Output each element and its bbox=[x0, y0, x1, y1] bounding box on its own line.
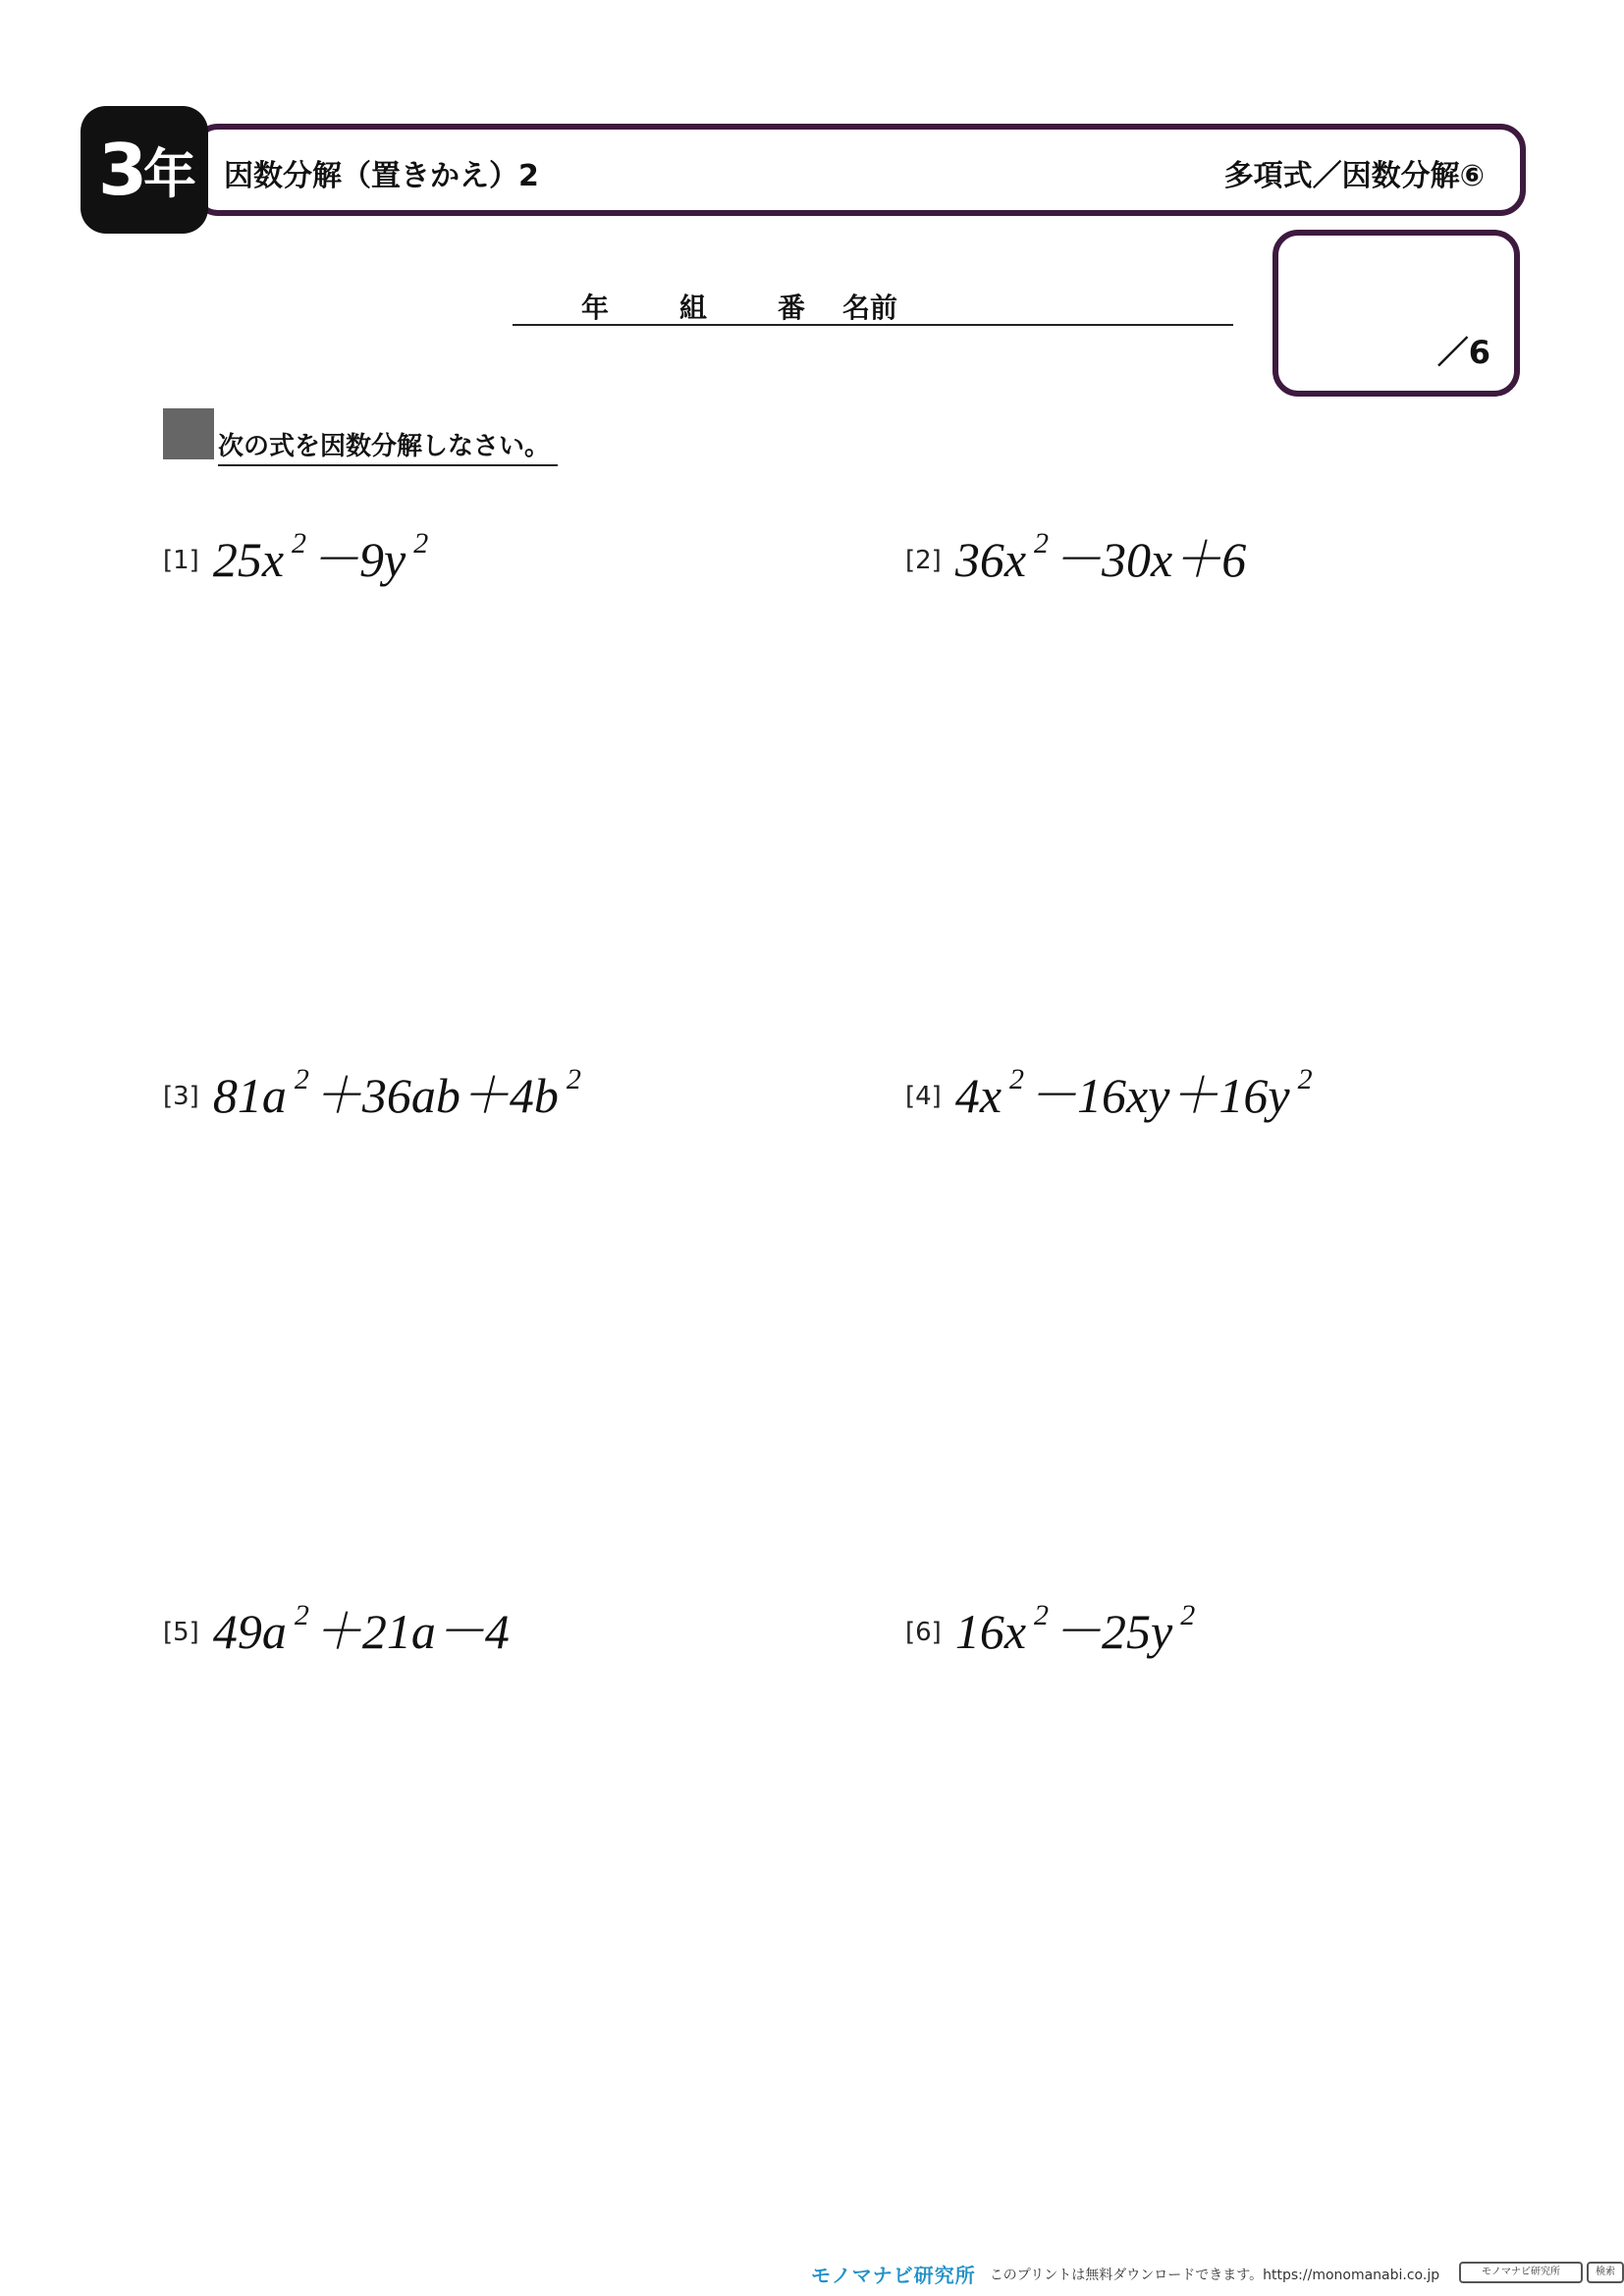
problem-number: [1] bbox=[163, 546, 199, 575]
expr-term: 16x bbox=[954, 1604, 1027, 1659]
problem-expression bbox=[955, 1056, 1317, 1127]
problem-number: [5] bbox=[163, 1618, 199, 1647]
expr-term: ＋21a－4 bbox=[312, 1604, 510, 1659]
name-label: 名前 bbox=[842, 292, 898, 324]
expr-exponent: 2 bbox=[294, 1063, 309, 1095]
problem-3 bbox=[163, 1056, 585, 1127]
expr-term: 25x bbox=[212, 532, 285, 587]
expr-exponent: 2 bbox=[1009, 1063, 1025, 1095]
expr-term: 81a bbox=[212, 1068, 287, 1123]
score-box bbox=[1272, 230, 1520, 397]
expr-term: －25y bbox=[1053, 1604, 1173, 1659]
class-label: 組 bbox=[679, 292, 708, 324]
score-total: ／6 bbox=[1436, 334, 1490, 371]
expr-exponent: 2 bbox=[1297, 1063, 1313, 1095]
problem-expression bbox=[955, 1592, 1199, 1663]
expr-term: －9y bbox=[310, 532, 406, 587]
problem-number: [3] bbox=[163, 1082, 199, 1111]
search-button[interactable]: 検索 bbox=[1587, 2262, 1624, 2283]
expr-term: 4x bbox=[954, 1068, 1002, 1123]
grade-label bbox=[81, 106, 208, 234]
header-bar bbox=[192, 124, 1526, 216]
instruction-marker bbox=[163, 408, 214, 459]
problem-4 bbox=[905, 1056, 1317, 1127]
expr-exponent: 2 bbox=[292, 527, 307, 560]
problem-expression bbox=[213, 520, 432, 591]
problem-number: [6] bbox=[905, 1618, 942, 1647]
footer bbox=[811, 2260, 1439, 2288]
expr-exponent: 2 bbox=[413, 527, 429, 560]
instruction-text: 次の式を因数分解しなさい。 bbox=[218, 426, 558, 466]
expr-term: －16xy＋16y bbox=[1028, 1068, 1290, 1123]
expr-exponent: 2 bbox=[1034, 527, 1050, 560]
footer-search bbox=[1459, 2262, 1624, 2283]
expr-exponent: 2 bbox=[1034, 1599, 1050, 1631]
year-label: 年 bbox=[581, 292, 610, 324]
expr-term: ＋36ab＋4b bbox=[312, 1068, 559, 1123]
problem-5 bbox=[163, 1592, 510, 1663]
problem-number: [4] bbox=[905, 1082, 942, 1111]
grade-number: 3 bbox=[97, 129, 144, 211]
grade-suffix: 年 bbox=[143, 142, 191, 205]
worksheet-title: 因数分解（置きかえ）2 bbox=[224, 159, 539, 193]
expr-exponent: 2 bbox=[1180, 1599, 1196, 1631]
problem-expression bbox=[213, 1056, 585, 1127]
number-label: 番 bbox=[778, 292, 806, 324]
search-input[interactable]: モノマナビ研究所 bbox=[1459, 2262, 1583, 2283]
problem-expression bbox=[213, 1592, 510, 1663]
problem-2 bbox=[905, 520, 1246, 591]
expr-exponent: 2 bbox=[294, 1599, 309, 1631]
problem-6 bbox=[905, 1592, 1199, 1663]
problem-1 bbox=[163, 520, 432, 591]
expr-term: 49a bbox=[212, 1604, 287, 1659]
footer-logo: モノマナビ研究所 bbox=[811, 2264, 976, 2287]
worksheet-category: 多項式／因数分解⑥ bbox=[1223, 159, 1485, 193]
expr-exponent: 2 bbox=[566, 1063, 581, 1095]
expr-term: －30x＋6 bbox=[1053, 532, 1247, 587]
footer-notice[interactable]: このプリントは無料ダウンロードできます。https://monomanabi.co.jp bbox=[989, 2267, 1440, 2283]
expr-term: 36x bbox=[954, 532, 1027, 587]
name-line bbox=[513, 287, 1233, 326]
problem-number: [2] bbox=[905, 546, 942, 575]
grade-badge bbox=[81, 106, 208, 234]
problem-expression bbox=[955, 520, 1246, 591]
